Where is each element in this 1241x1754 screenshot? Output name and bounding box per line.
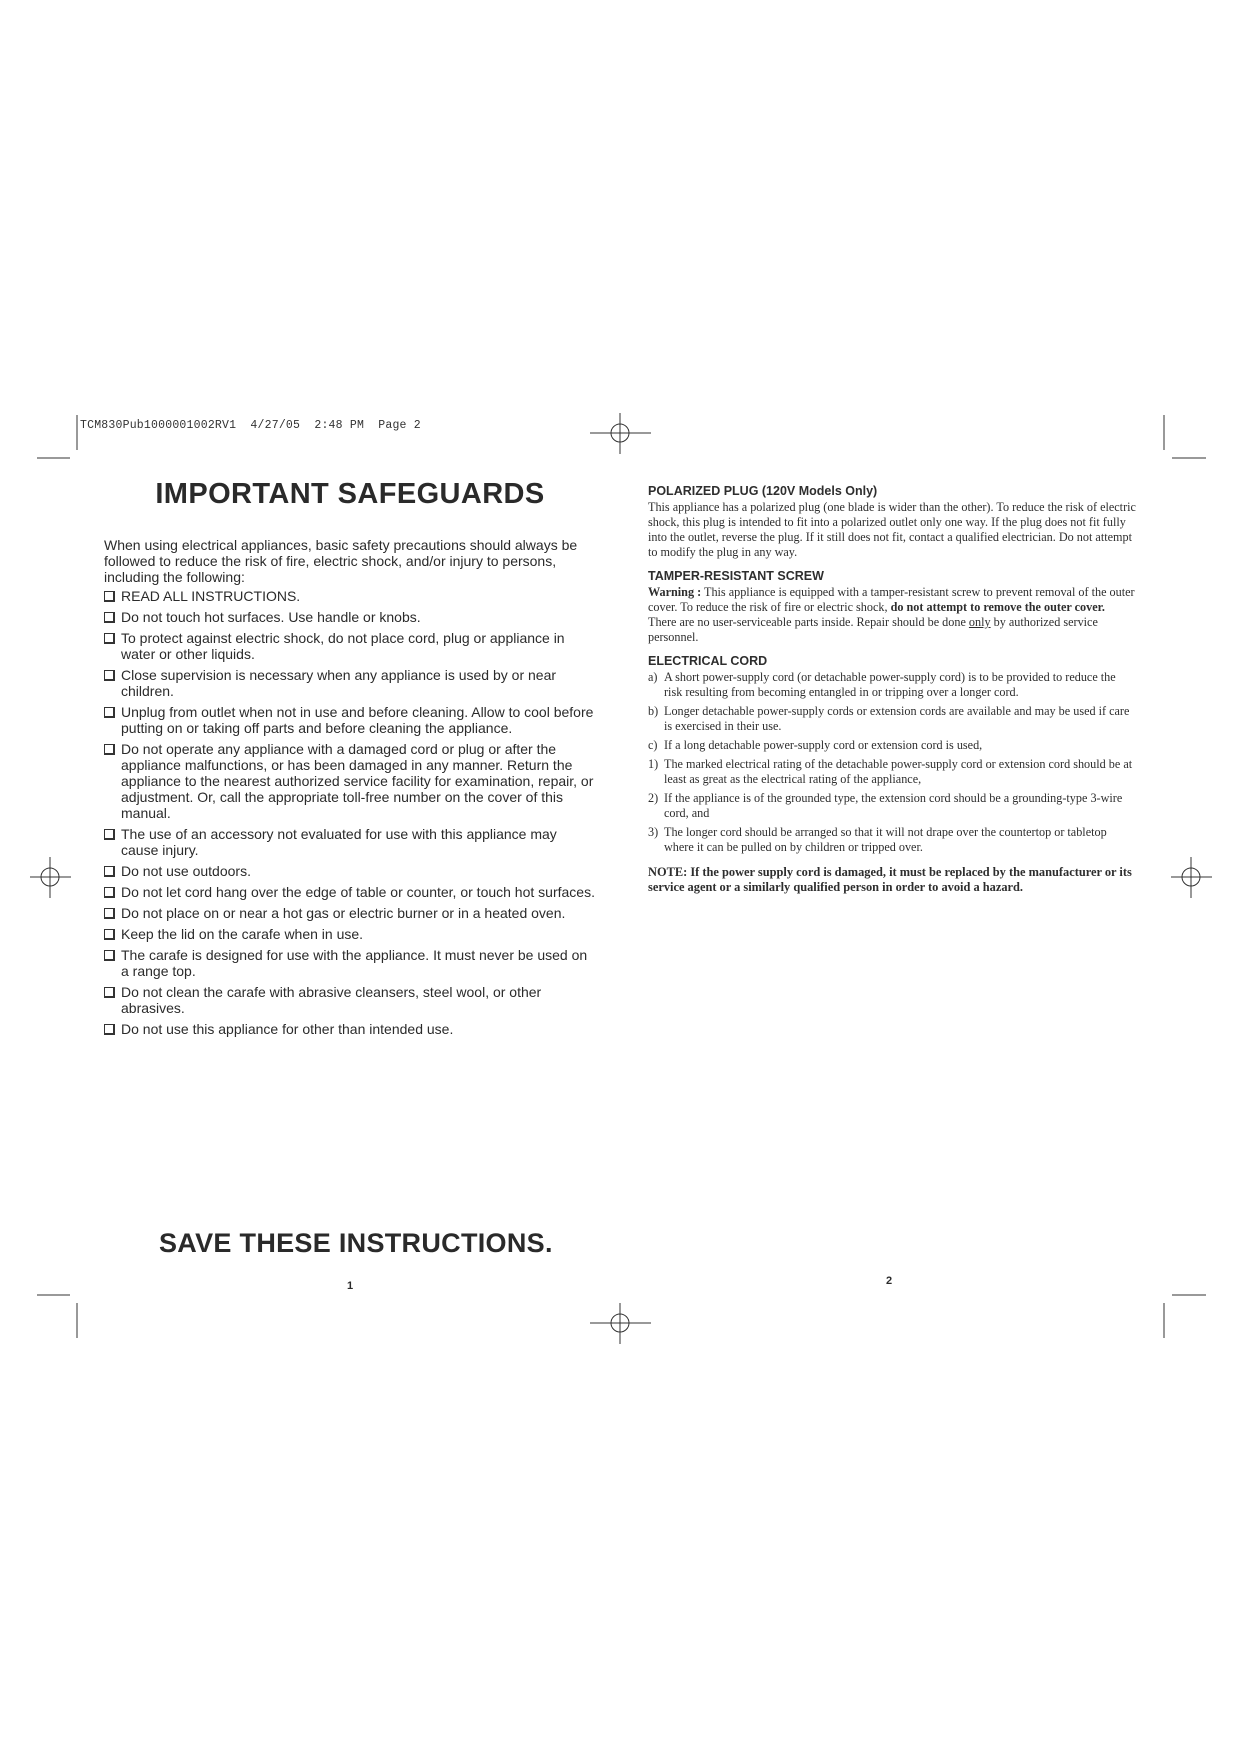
safeguard-item-text: Do not use this appliance for other than intended use. [121, 1021, 454, 1037]
cord-item [648, 791, 1136, 821]
safeguard-item [104, 667, 596, 699]
cord-item-text: Longer detachable power-supply cords or extension cords are available and may be used if care is exercised in their use. [664, 704, 1130, 733]
checkbox-bullet-icon [104, 950, 115, 961]
page-number-left: 1 [347, 1280, 354, 1292]
print-slug: TCM830Pub1000001002RV1 4/27/05 2:48 PM Page 2 [80, 419, 421, 432]
checkbox-bullet-icon [104, 744, 115, 755]
tamper-screw-section [648, 569, 1136, 645]
electrical-cord-list [648, 670, 1136, 855]
tamper-bold-text: do not attempt to remove the outer cover. [890, 600, 1105, 614]
polarized-plug-heading: POLARIZED PLUG (120V Models Only) [648, 484, 878, 498]
checkbox-bullet-icon [104, 707, 115, 718]
cord-item-marker: b) [648, 704, 659, 718]
cord-item-marker: a) [648, 670, 658, 684]
checkbox-bullet-icon [104, 908, 115, 919]
tamper-text-1: This appliance is equipped with a tamper-resistant screw to prevent removal of the outer cover. To reduce the risk of fire or electric shock, [648, 585, 1135, 614]
safeguard-item [104, 984, 596, 1016]
checkbox-bullet-icon [104, 866, 115, 877]
safeguard-item-text: Unplug from outlet when not in use and before cleaning. Allow to cool before putting on or taking off parts and before cleaning the appliance. [121, 704, 594, 736]
tamper-text-3: by authorized service personnel. [648, 615, 1098, 644]
safeguard-item-text: To protect against electric shock, do not place cord, plug or appliance in water or other liquids. [121, 630, 565, 662]
safeguard-list [104, 588, 596, 1037]
checkbox-bullet-icon [104, 987, 115, 998]
cord-item-text: The longer cord should be arranged so that it will not drape over the countertop or tabletop where it can be pulled on by children or tripped over. [664, 825, 1107, 854]
cord-item [648, 738, 1136, 753]
checkbox-bullet-icon [104, 670, 115, 681]
intro-paragraph: When using electrical appliances, basic safety precautions should always be followed to reduce the risk of fire, electric shock, and/or injury to persons, including the following: [104, 537, 578, 585]
safeguard-item-text: The use of an accessory not evaluated for use with this appliance may cause injury. [121, 826, 557, 858]
safeguard-item [104, 884, 596, 900]
safeguard-item [104, 926, 596, 942]
safeguard-item [104, 609, 596, 625]
safeguard-item-text: Do not place on or near a hot gas or electric burner or in a heated oven. [121, 905, 566, 921]
right-page [648, 484, 1136, 895]
safeguard-item [104, 863, 596, 879]
checkbox-bullet-icon [104, 887, 115, 898]
note-paragraph: NOTE: If the power supply cord is damaged, it must be replaced by the manufacturer or its service agent or a similarly qualified person in order to avoid a hazard. [648, 865, 1132, 894]
safeguard-item [104, 947, 596, 979]
safeguard-item-text: Do not touch hot surfaces. Use handle or knobs. [121, 609, 421, 625]
cord-item [648, 757, 1136, 787]
page-title: IMPORTANT SAFEGUARDS [155, 478, 545, 510]
safeguard-item [104, 588, 596, 604]
cord-item-text: If the appliance is of the grounded type, the extension cord should be a grounding-type 3-wire cord, and [664, 791, 1123, 820]
safeguard-item-text: The carafe is designed for use with the appliance. It must never be used on a range top. [121, 947, 588, 979]
tamper-screw-heading: TAMPER-RESISTANT SCREW [648, 569, 824, 583]
safeguard-item-text: READ ALL INSTRUCTIONS. [121, 588, 301, 604]
cord-item-marker: 2) [648, 791, 659, 805]
left-page [104, 478, 596, 1042]
checkbox-bullet-icon [104, 612, 115, 623]
page-number-right: 2 [886, 1275, 893, 1287]
checkbox-bullet-icon [104, 633, 115, 644]
cord-item-text: A short power-supply cord (or detachable power-supply cord) is to be provided to reduce the risk resulting from becoming entangled in or tripping over a longer cord. [664, 670, 1116, 699]
safeguard-item [104, 741, 596, 821]
save-instructions-heading: SAVE THESE INSTRUCTIONS. [159, 1228, 553, 1258]
cord-item [648, 670, 1136, 700]
tamper-text-2: There are no user-serviceable parts inside. Repair should be done [648, 615, 969, 629]
safeguard-item-text: Do not let cord hang over the edge of table or counter, or touch hot surfaces. [121, 884, 595, 900]
safeguard-item-text: Do not use outdoors. [121, 863, 251, 879]
tamper-underline-text: only [968, 615, 991, 629]
cord-item-marker: 1) [648, 757, 659, 771]
safeguard-item [104, 826, 596, 858]
safeguard-item-text: Do not operate any appliance with a damaged cord or plug or after the appliance malfunctions, or has been damaged in any manner. Return the appliance to the nearest authorized service facility for examination, repair, or adjustment. Or, call the appropriate toll-free number on the cover of this manual. [121, 741, 594, 821]
safeguard-item-text: Do not clean the carafe with abrasive cleansers, steel wool, or other abrasives. [121, 984, 542, 1016]
safeguard-item [104, 704, 596, 736]
electrical-cord-section [648, 654, 1136, 855]
checkbox-bullet-icon [104, 591, 115, 602]
safeguard-item [104, 630, 596, 662]
safeguard-item [104, 905, 596, 921]
polarized-plug-text: This appliance has a polarized plug (one blade is wider than the other). To reduce the risk of electric shock, this plug is intended to fit into a polarized outlet only one way. If the plug does not fit fully into the outlet, reverse the plug. If it still does not fit, contact a qualified electrician. Do not attempt to modify the plug in any way. [648, 500, 1136, 559]
cord-item-text: If a long detachable power-supply cord or extension cord is used, [664, 738, 983, 752]
cord-item-marker: c) [648, 738, 658, 752]
electrical-cord-heading: ELECTRICAL CORD [648, 654, 768, 668]
cord-item [648, 825, 1136, 855]
checkbox-bullet-icon [104, 1024, 115, 1035]
safeguard-item-text: Keep the lid on the carafe when in use. [121, 926, 364, 942]
checkbox-bullet-icon [104, 929, 115, 940]
tamper-screw-text [648, 585, 1136, 645]
warning-label: Warning : [648, 585, 702, 599]
cord-item [648, 704, 1136, 734]
checkbox-bullet-icon [104, 829, 115, 840]
cord-item-marker: 3) [648, 825, 659, 839]
polarized-plug-section [648, 484, 1136, 560]
safeguard-item [104, 1021, 596, 1037]
safeguard-item-text: Close supervision is necessary when any appliance is used by or near children. [121, 667, 557, 699]
cord-item-text: The marked electrical rating of the detachable power-supply cord or extension cord should be at least as great as the electrical rating of the appliance, [664, 757, 1133, 786]
